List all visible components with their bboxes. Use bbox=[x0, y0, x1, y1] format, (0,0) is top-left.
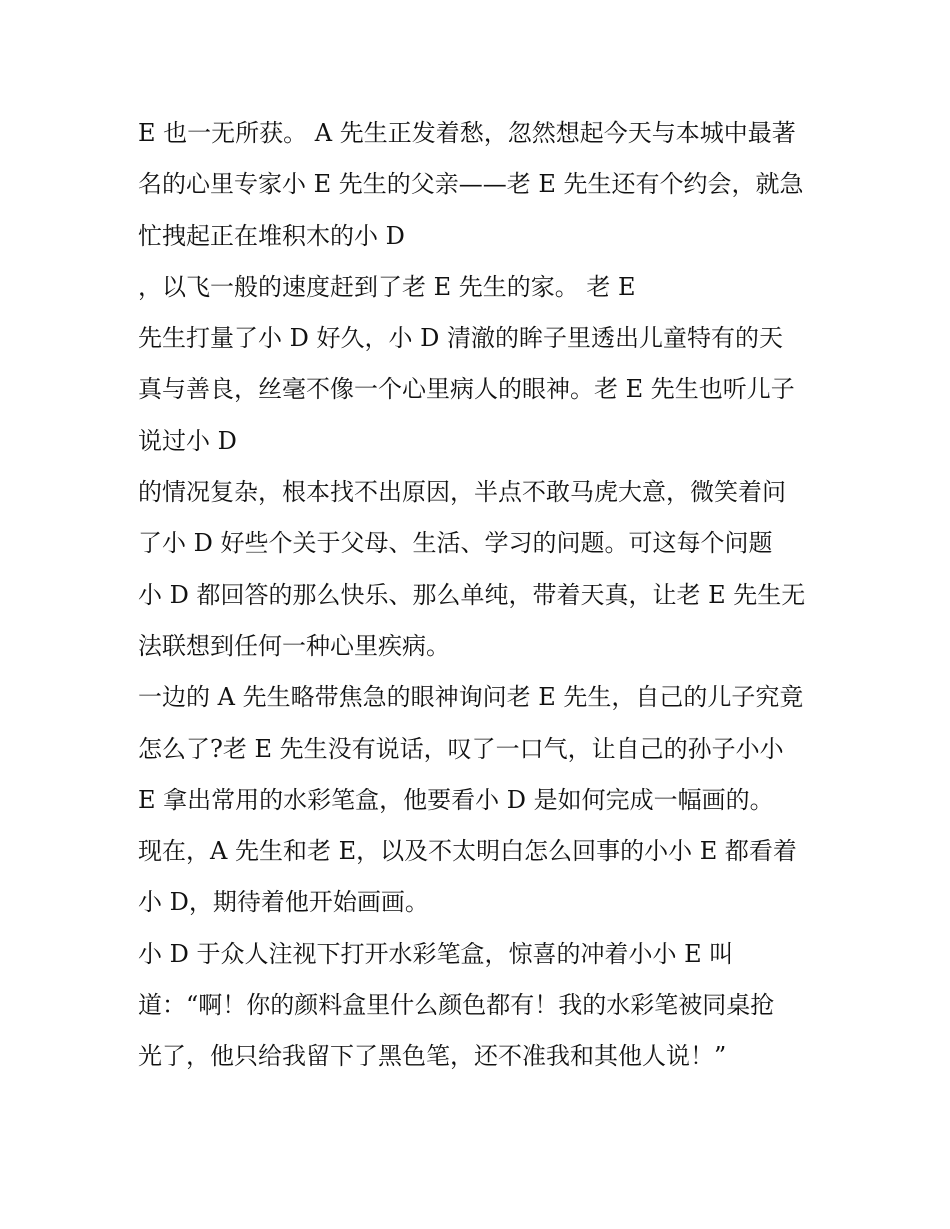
text-line: 忙拽起正在堆积木的小 D bbox=[138, 221, 405, 250]
text-line: 小 D 于众人注视下打开水彩笔盒，惊喜的冲着小小 E 叫 bbox=[138, 939, 734, 968]
text-line: 说过小 D bbox=[138, 426, 237, 455]
text-line: 了小 D 好些个关于父母、生活、学习的问题。可这每个问题 bbox=[138, 529, 773, 558]
text-line: ，以飞一般的速度赶到了老 E 先生的家。 老 E bbox=[138, 272, 636, 301]
story-text bbox=[138, 108, 828, 1083]
text-line: 光了，他只给我留下了黑色笔，还不准我和其他人说！” bbox=[138, 1042, 727, 1071]
text-line: 小 D，期待着他开始画画。 bbox=[138, 888, 429, 917]
text-line: 名的心里专家小 E 先生的父亲——老 E 先生还有个约会，就急 bbox=[138, 170, 804, 199]
text-line: 小 D 都回答的那么快乐、那么单纯，带着天真，让老 E 先生无 bbox=[138, 580, 806, 609]
text-line: 一边的 A 先生略带焦急的眼神询问老 E 先生，自己的儿子究竟 bbox=[138, 683, 804, 712]
text-line: 道：“啊！你的颜料盒里什么颜色都有！我的水彩笔被同桌抢 bbox=[138, 991, 775, 1020]
text-line: 真与善良，丝毫不像一个心里病人的眼神。老 E 先生也听儿子 bbox=[138, 375, 795, 404]
text-line: E 也一无所获。 A 先生正发着愁，忽然想起今天与本城中最著 bbox=[138, 119, 796, 147]
text-line: 现在，A 先生和老 E，以及不太明白怎么回事的小小 E 都看着 bbox=[138, 837, 797, 866]
text-line: 的情况复杂，根本找不出原因，半点不敢马虎大意，微笑着问 bbox=[138, 478, 786, 507]
text-line: 先生打量了小 D 好久，小 D 清澈的眸子里透出儿童特有的天 bbox=[138, 324, 783, 353]
text-line: E 拿出常用的水彩笔盒，他要看小 D 是如何完成一幅画的。 bbox=[138, 785, 774, 814]
text-line: 怎么了?老 E 先生没有说话，叹了一口气，让自己的孙子小小 bbox=[138, 734, 784, 763]
text-line: 法联想到任何一种心里疾病。 bbox=[138, 631, 450, 660]
